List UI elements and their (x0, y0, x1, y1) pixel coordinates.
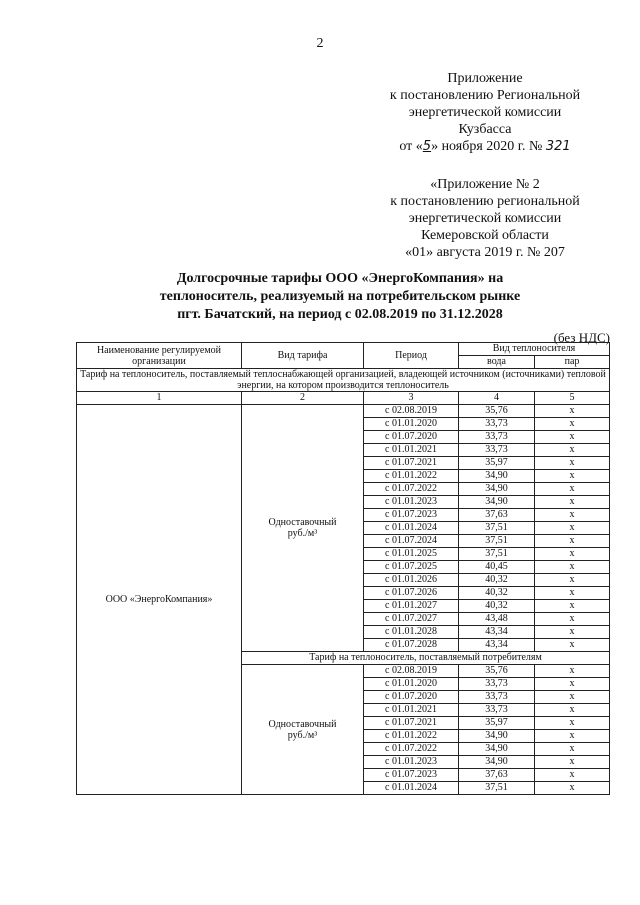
date-suffix: » ноября 2020 г. № (431, 139, 543, 154)
appendix2-line: «Приложение № 2 (430, 177, 540, 192)
appendix-line: Приложение (447, 71, 523, 86)
cell-steam: x (535, 418, 610, 431)
cell-water: 40,45 (459, 561, 535, 574)
cell-steam: x (535, 535, 610, 548)
header-carrier: Вид теплоносителя (459, 343, 610, 356)
cell-period: с 01.07.2022 (364, 483, 459, 496)
cell-steam: x (535, 431, 610, 444)
section1-title: Тариф на теплоноситель, поставляемый теплоснабжающей организацией, владеющей источником (источниками) тепловой энергии, на котором производится теплоноситель (77, 369, 610, 392)
cell-water: 43,34 (459, 639, 535, 652)
cell-period: с 01.01.2021 (364, 444, 459, 457)
cell-steam: x (535, 509, 610, 522)
cell-period: с 01.07.2027 (364, 613, 459, 626)
cell-period: с 01.01.2020 (364, 418, 459, 431)
appendix2-line: Кемеровской области (421, 228, 549, 243)
cell-water: 40,32 (459, 574, 535, 587)
cell-period: с 01.07.2021 (364, 717, 459, 730)
heading-line: пгт. Бачатский, на период с 02.08.2019 по 31.12.2028 (177, 307, 503, 322)
cell-period: с 01.01.2027 (364, 600, 459, 613)
cell-period: с 01.01.2024 (364, 782, 459, 795)
header-row (77, 343, 610, 356)
cell-water: 33,73 (459, 418, 535, 431)
cell-water: 33,73 (459, 691, 535, 704)
cell-period: с 01.07.2021 (364, 457, 459, 470)
tariff-type: Одноставочный (268, 517, 337, 528)
cell-steam: x (535, 626, 610, 639)
tariff-unit: руб./м³ (287, 729, 318, 741)
cell-water: 34,90 (459, 470, 535, 483)
document-heading (130, 270, 550, 324)
page-number: 2 (316, 36, 324, 51)
handwritten-day: 5 (422, 139, 432, 154)
cell-water: 35,76 (459, 405, 535, 418)
appendix-line: к постановлению Региональной (389, 88, 581, 103)
cell-period: с 01.07.2022 (364, 743, 459, 756)
date-prefix: от « (399, 139, 423, 154)
col-number: 4 (459, 392, 535, 405)
cell-water: 34,90 (459, 496, 535, 509)
tariff-type: Одноставочный (268, 718, 337, 730)
appendix-block (360, 70, 610, 155)
cell-period: с 01.01.2022 (364, 730, 459, 743)
cell-steam: x (535, 769, 610, 782)
tariff-table-body (77, 343, 610, 795)
appendix2-block (360, 176, 610, 261)
cell-period: с 02.08.2019 (364, 405, 459, 418)
cell-water: 35,97 (459, 457, 535, 470)
cell-water: 37,63 (459, 769, 535, 782)
cell-period: с 01.01.2026 (364, 574, 459, 587)
section2-title: Тариф на теплоноситель, поставляемый потребителям (242, 652, 610, 665)
cell-water: 34,90 (459, 483, 535, 496)
cell-water: 37,51 (459, 548, 535, 561)
tariff-unit: руб./м³ (287, 528, 318, 539)
cell-period: с 01.01.2020 (364, 678, 459, 691)
cell-water: 34,90 (459, 743, 535, 756)
cell-period: с 01.07.2020 (364, 691, 459, 704)
cell-steam: x (535, 678, 610, 691)
cell-water: 34,90 (459, 756, 535, 769)
table-row (77, 405, 610, 418)
cell-period: с 01.07.2020 (364, 431, 459, 444)
cell-water: 35,76 (459, 665, 535, 678)
cell-water: 35,97 (459, 717, 535, 730)
cell-water: 37,51 (459, 522, 535, 535)
cell-steam: x (535, 704, 610, 717)
cell-steam: x (535, 561, 610, 574)
cell-steam: x (535, 743, 610, 756)
appendix2-line: к постановлению региональной (390, 194, 580, 209)
cell-water: 40,32 (459, 587, 535, 600)
appendix2-line: «01» августа 2019 г. № 207 (405, 245, 565, 260)
cell-period: с 01.07.2028 (364, 639, 459, 652)
tariff-table (76, 342, 610, 795)
cell-period: с 01.07.2025 (364, 561, 459, 574)
cell-steam: x (535, 782, 610, 795)
cell-period: с 01.01.2028 (364, 626, 459, 639)
cell-steam: x (535, 717, 610, 730)
cell-period: с 01.01.2023 (364, 496, 459, 509)
column-number-row (77, 392, 610, 405)
cell-water: 37,51 (459, 535, 535, 548)
header-tariff: Вид тарифа (242, 343, 364, 369)
appendix-line: энергетической комиссии (408, 105, 562, 120)
tariff-type-cell (242, 665, 364, 795)
cell-water: 33,73 (459, 678, 535, 691)
cell-water: 33,73 (459, 444, 535, 457)
cell-water: 33,73 (459, 431, 535, 444)
cell-water: 43,48 (459, 613, 535, 626)
cell-period: с 02.08.2019 (364, 665, 459, 678)
heading-line: Долгосрочные тарифы ООО «ЭнергоКомпания» на (176, 271, 504, 286)
heading-line: теплоноситель, реализуемый на потребительском рынке (159, 289, 521, 304)
tariff-type-cell (242, 405, 364, 652)
col-number: 5 (535, 392, 610, 405)
cell-period: с 01.07.2023 (364, 509, 459, 522)
org-name: ООО «ЭнергоКомпания» (77, 405, 242, 795)
cell-steam: x (535, 496, 610, 509)
cell-steam: x (535, 457, 610, 470)
cell-steam: x (535, 587, 610, 600)
cell-steam: x (535, 470, 610, 483)
cell-steam: x (535, 665, 610, 678)
section-row (77, 369, 610, 392)
cell-period: с 01.01.2025 (364, 548, 459, 561)
cell-water: 37,63 (459, 509, 535, 522)
cell-steam: x (535, 600, 610, 613)
cell-period: с 01.07.2023 (364, 769, 459, 782)
cell-period: с 01.07.2026 (364, 587, 459, 600)
cell-water: 43,34 (459, 626, 535, 639)
vat-note: (без НДС) (553, 330, 610, 345)
cell-water: 34,90 (459, 730, 535, 743)
cell-steam: x (535, 483, 610, 496)
header-org: Наименование регулируемой организации (77, 343, 242, 369)
cell-steam: x (535, 613, 610, 626)
cell-water: 40,32 (459, 600, 535, 613)
cell-period: с 01.07.2024 (364, 535, 459, 548)
cell-steam: x (535, 756, 610, 769)
cell-period: с 01.01.2021 (364, 704, 459, 717)
cell-period: с 01.01.2024 (364, 522, 459, 535)
appendix-date-line (360, 138, 610, 155)
col-number: 1 (77, 392, 242, 405)
col-number: 3 (364, 392, 459, 405)
cell-period: с 01.01.2022 (364, 470, 459, 483)
cell-steam: x (535, 444, 610, 457)
appendix-line: Кузбасса (458, 122, 512, 137)
cell-steam: x (535, 691, 610, 704)
appendix2-line: энергетической комиссии (408, 211, 562, 226)
header-period: Период (364, 343, 459, 369)
handwritten-number: 321 (545, 139, 571, 154)
cell-steam: x (535, 405, 610, 418)
cell-steam: x (535, 548, 610, 561)
header-steam: пар (535, 356, 610, 369)
cell-steam: x (535, 522, 610, 535)
cell-water: 37,51 (459, 782, 535, 795)
cell-period: с 01.01.2023 (364, 756, 459, 769)
cell-steam: x (535, 639, 610, 652)
cell-steam: x (535, 574, 610, 587)
cell-steam: x (535, 730, 610, 743)
header-water: вода (459, 356, 535, 369)
col-number: 2 (242, 392, 364, 405)
cell-water: 33,73 (459, 704, 535, 717)
